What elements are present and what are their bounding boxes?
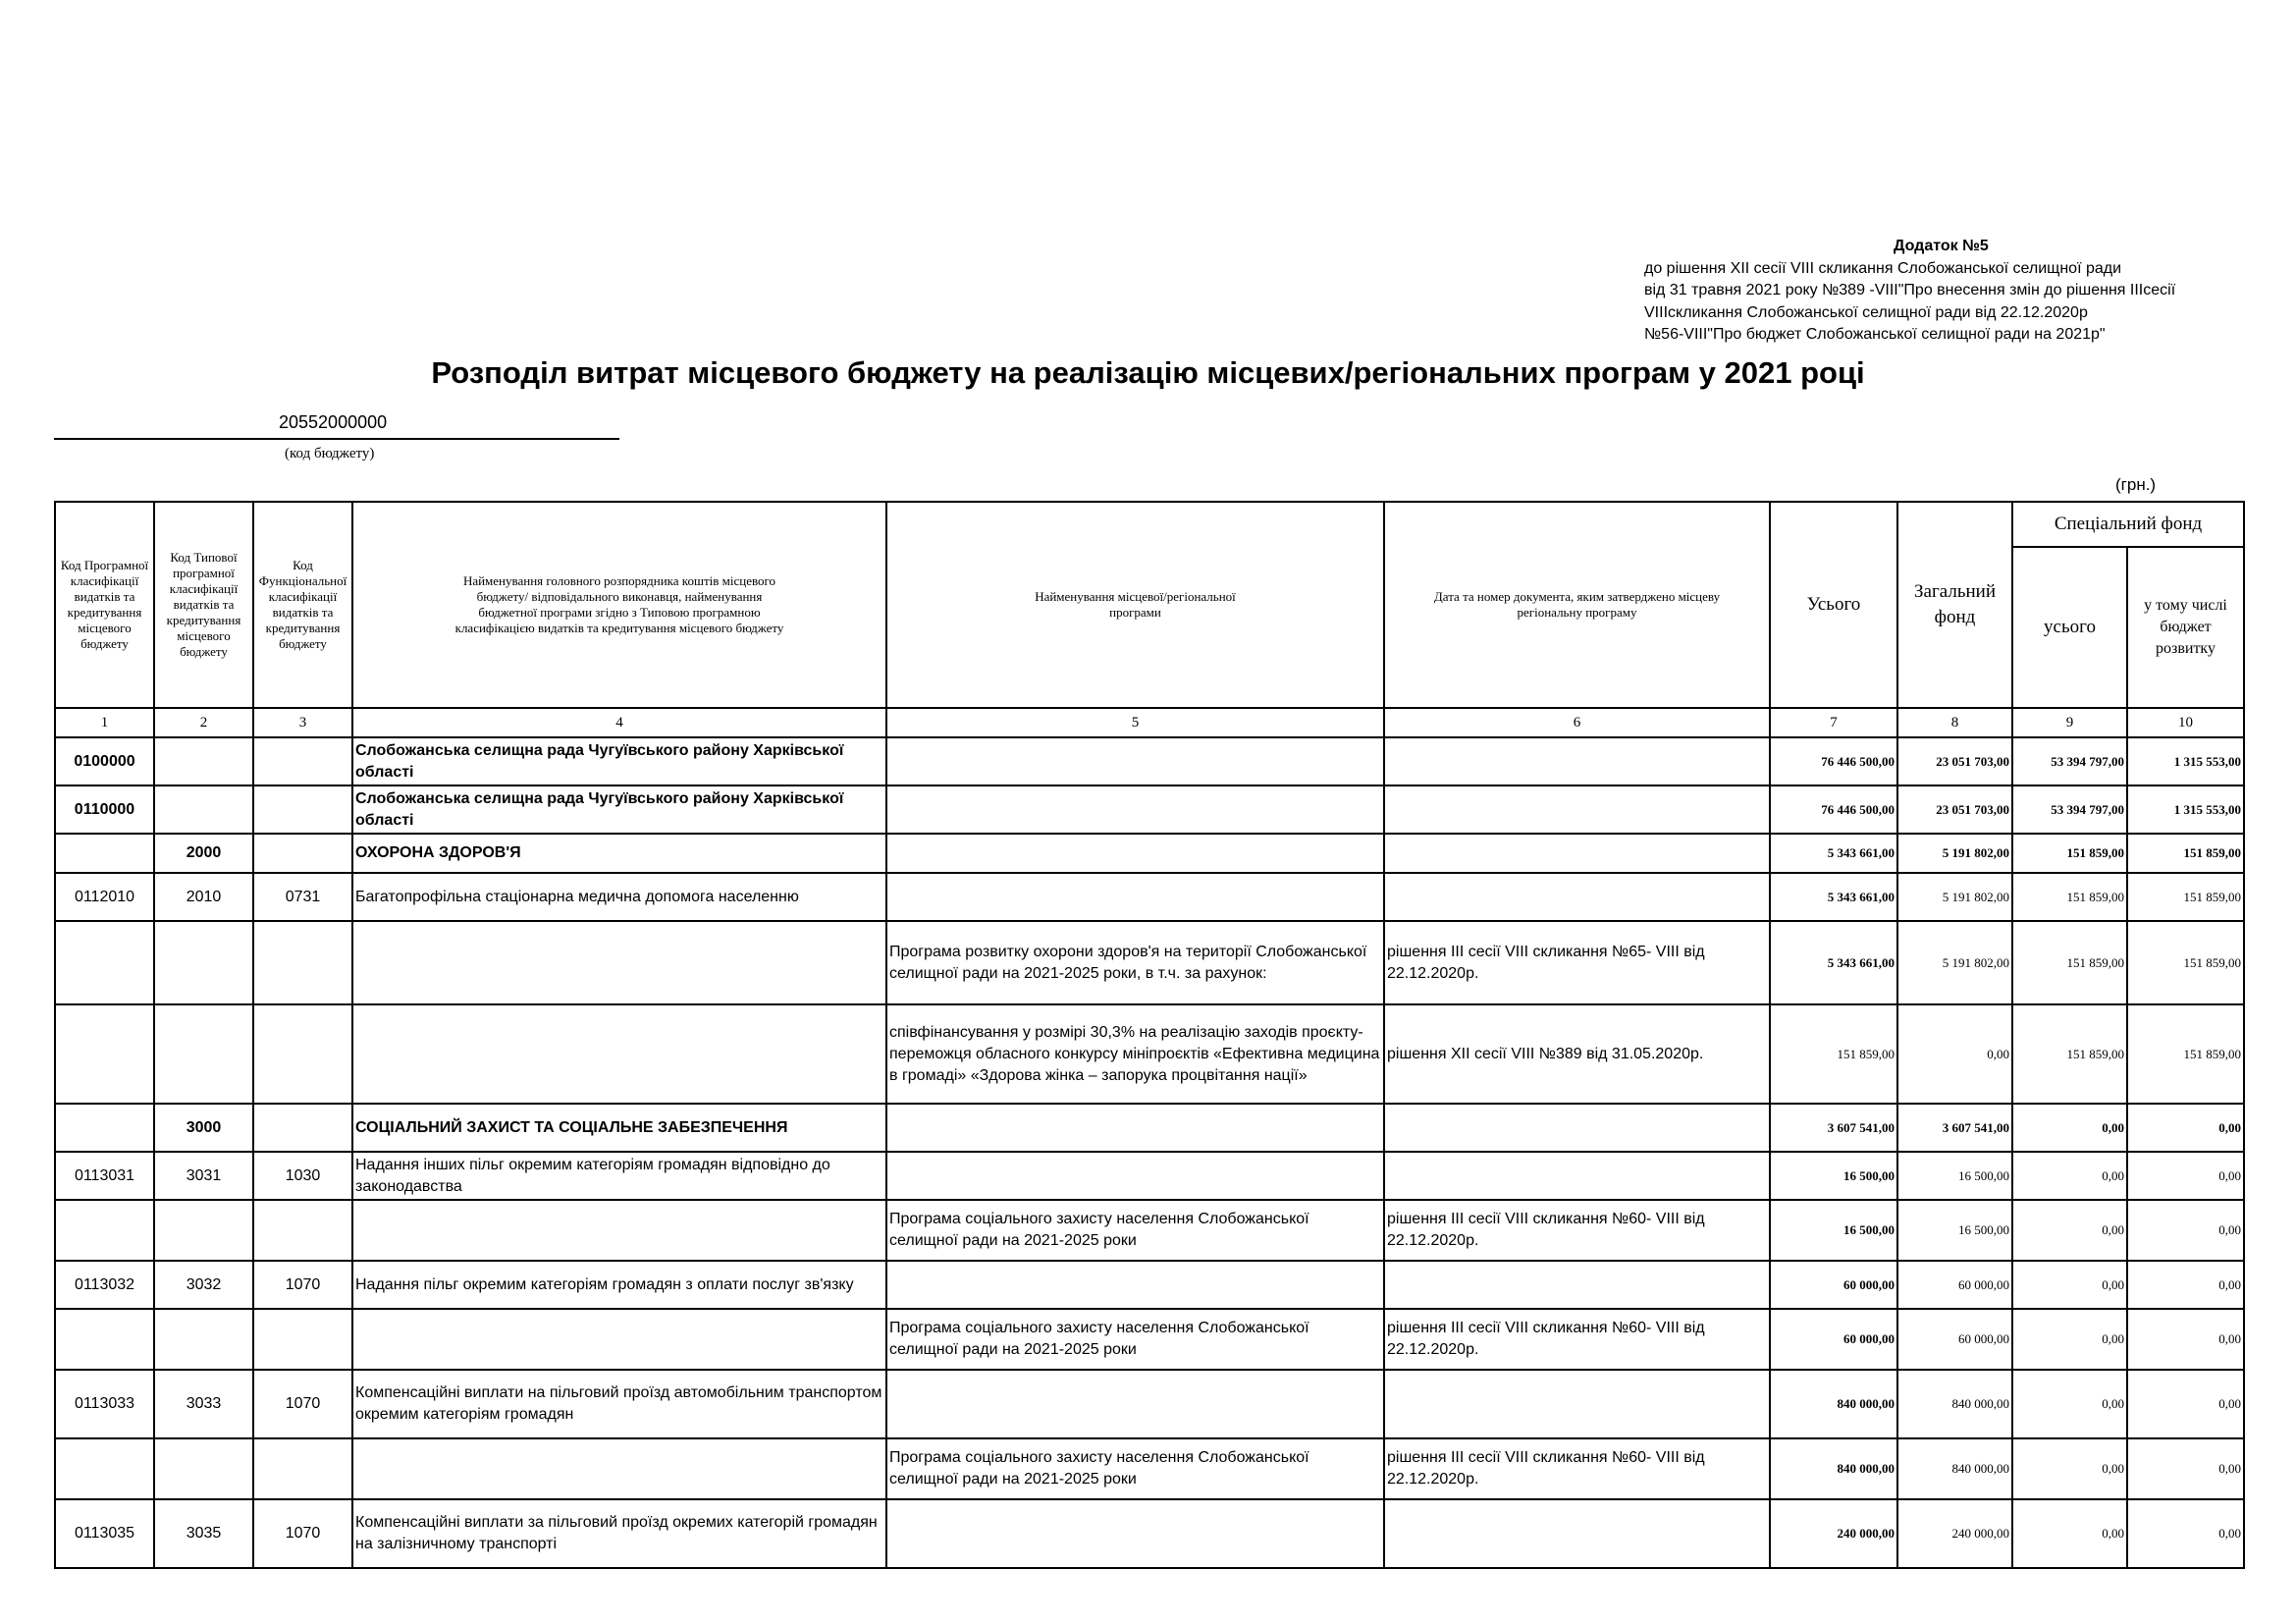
cell-total: 840 000,00	[1770, 1370, 1897, 1438]
cell-manager-name: Надання пільг окремим категоріям громадян з оплати послуг зв'язку	[352, 1261, 886, 1309]
cell-manager-name: Багатопрофільна стаціонарна медична допомога населенню	[352, 873, 886, 921]
table-row	[55, 1499, 2244, 1568]
cell-program-code	[55, 1004, 154, 1104]
cell-typical-code: 3031	[154, 1152, 253, 1200]
cell-program-code	[55, 1200, 154, 1261]
cell-typical-code	[154, 1438, 253, 1499]
cell-general-fund: 60 000,00	[1897, 1261, 2012, 1309]
appendix-line: від 31 травня 2021 року №389 -VIII"Про внесення змін до рішення IIIсесії	[1644, 282, 2176, 298]
cell-development-budget: 0,00	[2127, 1104, 2244, 1152]
cell-total: 151 859,00	[1770, 1004, 1897, 1104]
cell-typical-code	[154, 1004, 253, 1104]
column-number: 8	[1897, 708, 2012, 737]
header-program-name: Найменування місцевої/регіональної програми	[886, 502, 1384, 708]
cell-special-fund: 151 859,00	[2012, 834, 2127, 873]
cell-general-fund: 60 000,00	[1897, 1309, 2012, 1370]
budget-code: 20552000000	[279, 412, 388, 432]
header-manager-name: Найменування головного розпорядника коштів місцевого бюджету/ відповідального виконавця, найменування бюджетної програми згідно з Типовою програмною класифікацією видатків та кредитування місцевого бюджету	[352, 502, 886, 708]
header-document: Дата та номер документа, яким затверджено місцеву регіональну програму	[1384, 502, 1770, 708]
cell-special-fund: 0,00	[2012, 1370, 2127, 1438]
cell-special-fund: 0,00	[2012, 1200, 2127, 1261]
table-row	[55, 921, 2244, 1004]
cell-total: 16 500,00	[1770, 1152, 1897, 1200]
cell-manager-name: Слобожанська селищна рада Чугуївського району Харківської області	[352, 737, 886, 785]
cell-development-budget: 0,00	[2127, 1200, 2244, 1261]
column-number: 4	[352, 708, 886, 737]
cell-total: 60 000,00	[1770, 1261, 1897, 1309]
cell-document	[1384, 1104, 1770, 1152]
cell-functional-code	[253, 921, 352, 1004]
cell-development-budget: 151 859,00	[2127, 1004, 2244, 1104]
header-special-total: усього	[2012, 547, 2127, 708]
appendix-line: до рішення XII сесії VIII скликання Слобожанської селищної ради	[1644, 259, 2122, 277]
cell-typical-code	[154, 1200, 253, 1261]
cell-manager-name	[352, 1004, 886, 1104]
cell-functional-code: 1070	[253, 1370, 352, 1438]
cell-document	[1384, 1261, 1770, 1309]
cell-document	[1384, 1370, 1770, 1438]
header-development-budget: у тому числі бюджет розвитку	[2127, 547, 2244, 708]
cell-functional-code: 1070	[253, 1261, 352, 1309]
table-row	[55, 873, 2244, 921]
header-general-fund: Загальний фонд	[1897, 502, 2012, 708]
cell-functional-code	[253, 1309, 352, 1370]
cell-typical-code: 3000	[154, 1104, 253, 1152]
cell-total: 76 446 500,00	[1770, 785, 1897, 834]
column-number: 3	[253, 708, 352, 737]
header-program-code: Код Програмної класифікації видатків та кредитування місцевого бюджету	[55, 502, 154, 708]
header-typical-code: Код Типової програмної класифікації видатків та кредитування місцевого бюджету	[154, 502, 253, 708]
table-row	[55, 834, 2244, 873]
cell-manager-name	[352, 1309, 886, 1370]
cell-program-code: 0110000	[55, 785, 154, 834]
cell-general-fund: 0,00	[1897, 1004, 2012, 1104]
cell-program-code	[55, 1309, 154, 1370]
table-row	[55, 1370, 2244, 1438]
cell-program-name	[886, 1499, 1384, 1568]
cell-program-name	[886, 737, 1384, 785]
cell-manager-name: ОХОРОНА ЗДОРОВ'Я	[352, 834, 886, 873]
cell-program-name	[886, 1104, 1384, 1152]
cell-manager-name	[352, 1200, 886, 1261]
cell-typical-code	[154, 1309, 253, 1370]
cell-total: 60 000,00	[1770, 1309, 1897, 1370]
cell-document	[1384, 1499, 1770, 1568]
column-number: 10	[2127, 708, 2244, 737]
cell-functional-code	[253, 1200, 352, 1261]
budget-table	[54, 501, 2245, 1569]
cell-manager-name	[352, 1438, 886, 1499]
cell-manager-name	[352, 921, 886, 1004]
cell-development-budget: 1 315 553,00	[2127, 737, 2244, 785]
appendix-note	[1644, 236, 2233, 347]
budget-code-underline	[54, 438, 619, 440]
cell-program-name: співфінансування у розмірі 30,3% на реалізацію заходів проєкту- переможця обласного конкурсу мініпроєктів «Ефективна медицина в громаді» «Здорова жінка – запорука процвітання нації»	[886, 1004, 1384, 1104]
cell-manager-name: Компенсаційні виплати за пільговий проїзд окремих категорій громадян на залізничному транспорті	[352, 1499, 886, 1568]
cell-general-fund: 23 051 703,00	[1897, 737, 2012, 785]
cell-special-fund: 151 859,00	[2012, 873, 2127, 921]
cell-program-code: 0113035	[55, 1499, 154, 1568]
cell-typical-code: 3032	[154, 1261, 253, 1309]
cell-functional-code: 1070	[253, 1499, 352, 1568]
cell-general-fund: 840 000,00	[1897, 1370, 2012, 1438]
cell-total: 16 500,00	[1770, 1200, 1897, 1261]
cell-special-fund: 53 394 797,00	[2012, 785, 2127, 834]
cell-functional-code: 1030	[253, 1152, 352, 1200]
cell-document	[1384, 1152, 1770, 1200]
cell-development-budget: 0,00	[2127, 1370, 2244, 1438]
cell-special-fund: 0,00	[2012, 1438, 2127, 1499]
cell-program-name	[886, 1261, 1384, 1309]
cell-total: 3 607 541,00	[1770, 1104, 1897, 1152]
cell-total: 5 343 661,00	[1770, 834, 1897, 873]
appendix-title: Додаток №5	[1894, 238, 1989, 254]
cell-development-budget: 0,00	[2127, 1309, 2244, 1370]
cell-functional-code	[253, 1104, 352, 1152]
cell-document: рішення XII сесії VIII №389 від 31.05.2020р.	[1384, 1004, 1770, 1104]
cell-document: рішення III сесії VIII скликання №60- VIII від 22.12.2020р.	[1384, 1200, 1770, 1261]
cell-general-fund: 5 191 802,00	[1897, 921, 2012, 1004]
cell-general-fund: 16 500,00	[1897, 1152, 2012, 1200]
header-total: Усього	[1770, 502, 1897, 708]
cell-document	[1384, 737, 1770, 785]
cell-program-code: 0100000	[55, 737, 154, 785]
cell-document: рішення III сесії VIII скликання №60- VIII від 22.12.2020р.	[1384, 1438, 1770, 1499]
currency-label: (грн.)	[2115, 475, 2157, 494]
header-functional-code: Код Функціональної класифікації видатків та кредитування бюджету	[253, 502, 352, 708]
cell-development-budget: 1 315 553,00	[2127, 785, 2244, 834]
column-number: 9	[2012, 708, 2127, 737]
cell-development-budget: 151 859,00	[2127, 921, 2244, 1004]
cell-special-fund: 151 859,00	[2012, 921, 2127, 1004]
cell-program-name	[886, 1152, 1384, 1200]
cell-general-fund: 3 607 541,00	[1897, 1104, 2012, 1152]
document-title: Розподіл витрат місцевого бюджету на реалізацію місцевих/регіональних програм у 2021 році	[431, 355, 1865, 390]
cell-typical-code: 3033	[154, 1370, 253, 1438]
cell-program-name	[886, 873, 1384, 921]
cell-program-code: 0113031	[55, 1152, 154, 1200]
appendix-line: №56-VIII"Про бюджет Слобожанської селищної ради на 2021р"	[1644, 326, 2106, 343]
cell-program-name: Програма соціального захисту населення Слобожанської селищної ради на 2021-2025 роки	[886, 1200, 1384, 1261]
cell-document	[1384, 834, 1770, 873]
cell-document: рішення III сесії VIII скликання №60- VIII від 22.12.2020р.	[1384, 1309, 1770, 1370]
table-row	[55, 1004, 2244, 1104]
column-number: 5	[886, 708, 1384, 737]
cell-document: рішення III сесії VIII скликання №65- VIII від 22.12.2020р.	[1384, 921, 1770, 1004]
cell-manager-name: Слобожанська селищна рада Чугуївського району Харківської області	[352, 785, 886, 834]
cell-general-fund: 16 500,00	[1897, 1200, 2012, 1261]
cell-special-fund: 0,00	[2012, 1104, 2127, 1152]
cell-development-budget: 151 859,00	[2127, 834, 2244, 873]
cell-manager-name: Надання інших пільг окремим категоріям громадян відповідно до законодавства	[352, 1152, 886, 1200]
cell-general-fund: 840 000,00	[1897, 1438, 2012, 1499]
table-row	[55, 1309, 2244, 1370]
cell-typical-code: 2000	[154, 834, 253, 873]
column-number: 2	[154, 708, 253, 737]
cell-program-code: 0113033	[55, 1370, 154, 1438]
cell-total: 5 343 661,00	[1770, 921, 1897, 1004]
column-number: 7	[1770, 708, 1897, 737]
cell-program-name	[886, 1370, 1384, 1438]
cell-program-code	[55, 921, 154, 1004]
cell-general-fund: 23 051 703,00	[1897, 785, 2012, 834]
cell-special-fund: 0,00	[2012, 1152, 2127, 1200]
cell-general-fund: 240 000,00	[1897, 1499, 2012, 1568]
cell-functional-code	[253, 1438, 352, 1499]
cell-manager-name: СОЦІАЛЬНИЙ ЗАХИСТ ТА СОЦІАЛЬНЕ ЗАБЕЗПЕЧЕННЯ	[352, 1104, 886, 1152]
cell-program-code: 0112010	[55, 873, 154, 921]
cell-development-budget: 0,00	[2127, 1499, 2244, 1568]
cell-development-budget: 0,00	[2127, 1152, 2244, 1200]
table-row	[55, 785, 2244, 834]
cell-program-code	[55, 1104, 154, 1152]
cell-total: 240 000,00	[1770, 1499, 1897, 1568]
column-numbers-row	[55, 708, 2244, 737]
cell-document	[1384, 785, 1770, 834]
appendix-line: VIIIскликання Слобожанської селищної ради від 22.12.2020р	[1644, 303, 2088, 321]
table-row	[55, 1152, 2244, 1200]
header-special-fund: Спеціальний фонд	[2012, 502, 2244, 547]
cell-functional-code	[253, 834, 352, 873]
cell-document	[1384, 873, 1770, 921]
cell-total: 5 343 661,00	[1770, 873, 1897, 921]
cell-typical-code: 2010	[154, 873, 253, 921]
cell-typical-code: 3035	[154, 1499, 253, 1568]
cell-development-budget: 0,00	[2127, 1261, 2244, 1309]
cell-program-name: Програма соціального захисту населення Слобожанської селищної ради на 2021-2025 роки	[886, 1309, 1384, 1370]
cell-total: 840 000,00	[1770, 1438, 1897, 1499]
cell-program-name	[886, 834, 1384, 873]
cell-functional-code	[253, 1004, 352, 1104]
cell-program-code	[55, 834, 154, 873]
table-row	[55, 1438, 2244, 1499]
table-row	[55, 1200, 2244, 1261]
cell-special-fund: 53 394 797,00	[2012, 737, 2127, 785]
cell-typical-code	[154, 921, 253, 1004]
cell-program-name: Програма розвитку охорони здоров'я на території Слобожанської селищної ради на 2021-2025 роки, в т.ч. за рахунок:	[886, 921, 1384, 1004]
budget-code-caption: (код бюджету)	[285, 446, 375, 461]
cell-manager-name: Компенсаційні виплати на пільговий проїзд автомобільним транспортом окремим категоріям громадян	[352, 1370, 886, 1438]
cell-program-code: 0113032	[55, 1261, 154, 1309]
cell-special-fund: 151 859,00	[2012, 1004, 2127, 1104]
cell-functional-code	[253, 785, 352, 834]
cell-typical-code	[154, 737, 253, 785]
cell-general-fund: 5 191 802,00	[1897, 834, 2012, 873]
column-number: 6	[1384, 708, 1770, 737]
cell-development-budget: 0,00	[2127, 1438, 2244, 1499]
cell-functional-code	[253, 737, 352, 785]
table-row	[55, 1104, 2244, 1152]
cell-program-name: Програма соціального захисту населення Слобожанської селищної ради на 2021-2025 роки	[886, 1438, 1384, 1499]
table-row	[55, 737, 2244, 785]
cell-program-code	[55, 1438, 154, 1499]
cell-special-fund: 0,00	[2012, 1261, 2127, 1309]
cell-functional-code: 0731	[253, 873, 352, 921]
cell-general-fund: 5 191 802,00	[1897, 873, 2012, 921]
column-number: 1	[55, 708, 154, 737]
cell-program-name	[886, 785, 1384, 834]
table-row	[55, 1261, 2244, 1309]
cell-special-fund: 0,00	[2012, 1309, 2127, 1370]
cell-total: 76 446 500,00	[1770, 737, 1897, 785]
cell-typical-code	[154, 785, 253, 834]
cell-special-fund: 0,00	[2012, 1499, 2127, 1568]
cell-development-budget: 151 859,00	[2127, 873, 2244, 921]
